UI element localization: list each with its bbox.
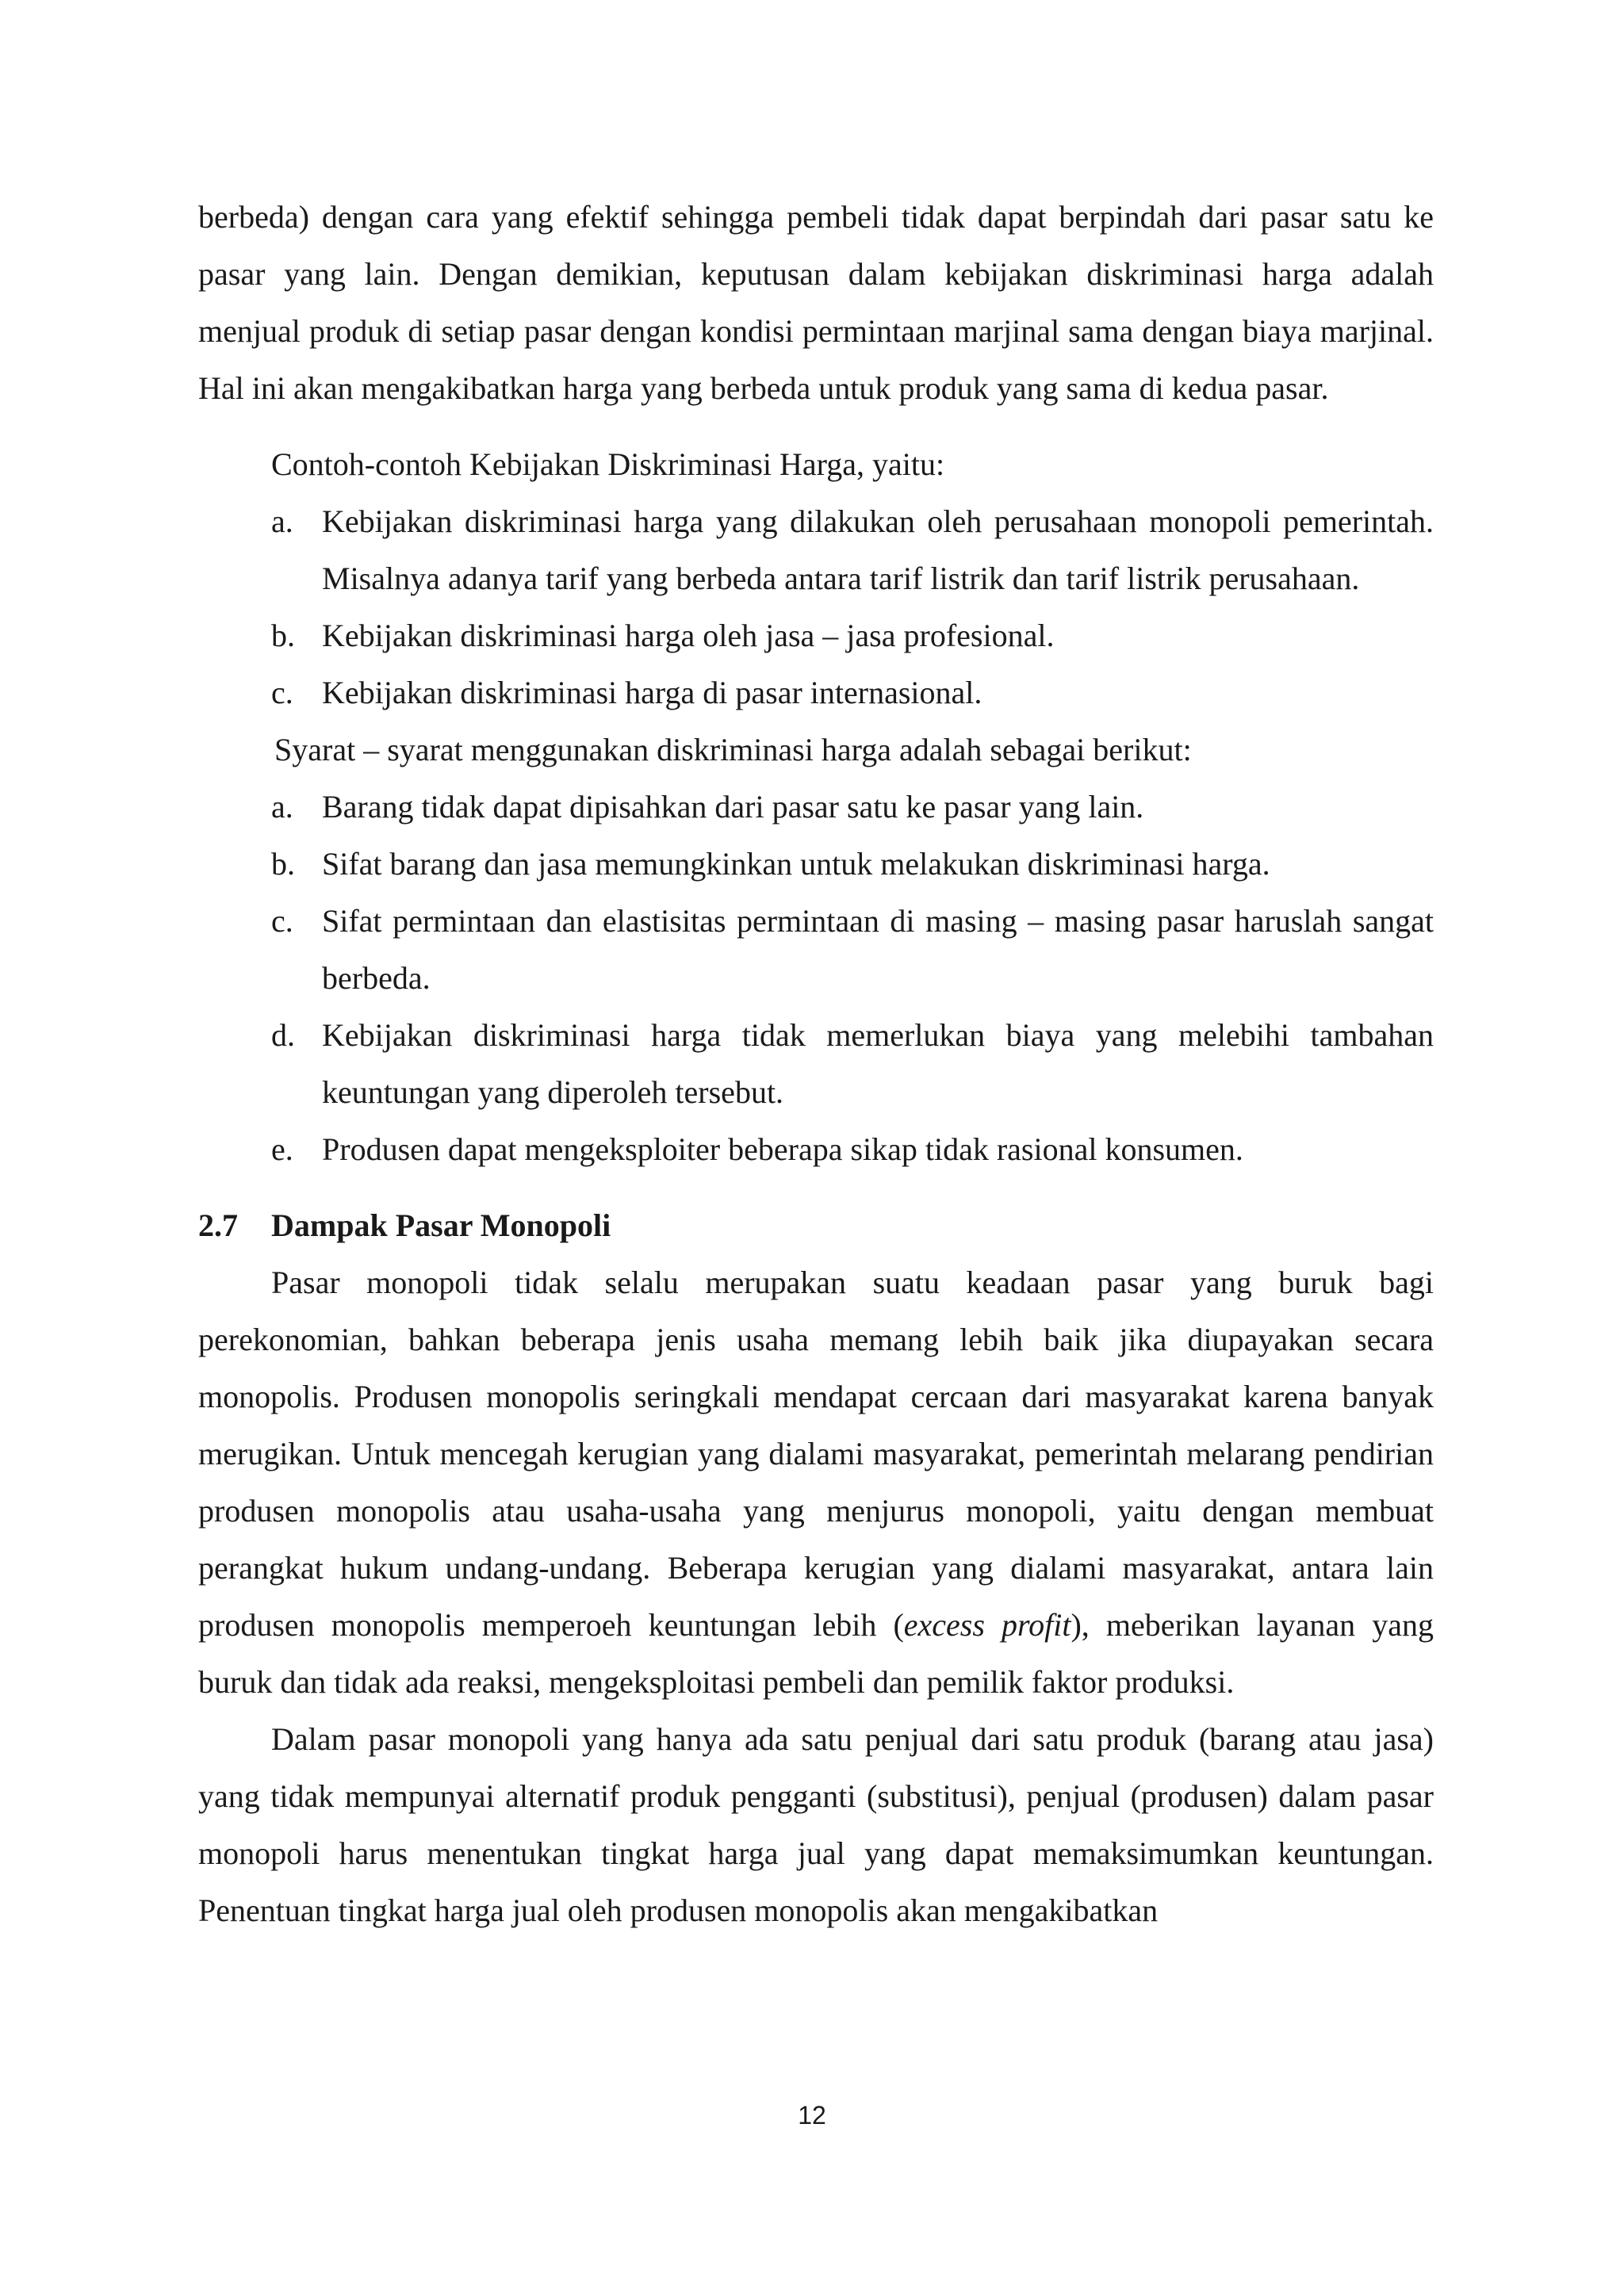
- page-body: [198, 189, 1434, 1939]
- requirements-intro: Syarat – syarat menggunakan diskriminasi harga adalah sebagai berikut:: [274, 732, 1192, 767]
- list-item: [198, 1007, 1434, 1121]
- requirements-list: [198, 779, 1434, 1178]
- paragraph-top: berbeda) dengan cara yang efektif sehingga pembeli tidak dapat berpindah dari pasar satu ke pasar yang lain. Dengan demikian, keputusan dalam kebijakan diskriminasi harga adalah menjual produk di setiap pasar dengan kondisi permintaan marjinal sama dengan biaya marjinal. Hal ini akan mengakibatkan harga yang berbeda untuk produk yang sama di kedua pasar.: [198, 199, 1434, 406]
- list-marker: b.: [271, 846, 295, 882]
- list-marker: d.: [271, 1017, 295, 1053]
- examples-intro: Contoh-contoh Kebijakan Diskriminasi Harga, yaitu:: [271, 446, 945, 482]
- section-paragraph-2: Dalam pasar monopoli yang hanya ada satu penjual dari satu produk (barang atau jasa) yang tidak mempunyai alternatif produk pengganti (substitusi), penjual (produsen) dalam pasar monopoli harus menentukan tingkat harga jual yang dapat memaksimumkan keuntungan. Penentuan tingkat harga jual oleh produsen monopolis akan mengakibatkan: [198, 1721, 1434, 1928]
- list-marker: a.: [271, 503, 293, 539]
- list-item: [198, 607, 1434, 664]
- list-item-text: Kebijakan diskriminasi harga tidak memerlukan biaya yang melebihi tambahan keuntungan yang diperoleh tersebut.: [322, 1017, 1434, 1110]
- list-item: [198, 893, 1434, 1007]
- section-paragraph-1: [198, 1254, 1434, 1711]
- list-item-text: Kebijakan diskriminasi harga oleh jasa – jasa profesional.: [322, 618, 1055, 653]
- examples-list: [198, 493, 1434, 721]
- list-item: [198, 493, 1434, 607]
- list-marker: a.: [271, 789, 293, 825]
- list-item-text: Kebijakan diskriminasi harga yang dilakukan oleh perusahaan monopoli pemerintah. Misalnya adanya tarif yang berbeda antara tarif listrik dan tarif listrik perusahaan.: [322, 503, 1434, 596]
- list-item: [198, 1121, 1434, 1178]
- list-item-text: Sifat permintaan dan elastisitas permintaan di masing – masing pasar haruslah sangat berbeda.: [322, 903, 1434, 996]
- list-item: [198, 779, 1434, 836]
- list-marker: c.: [271, 675, 293, 710]
- section-heading: [198, 1197, 1434, 1254]
- list-marker: b.: [271, 618, 295, 653]
- paragraph-text: Pasar monopoli tidak selalu merupakan suatu keadaan pasar yang buruk bagi perekonomian, bahkan beberapa jenis usaha memang lebih baik jika diupayakan secara monopolis. Produsen monopolis seringkali mendapat cercaan dari masyarakat karena banyak merugikan. Untuk mencegah kerugian yang dialami masyarakat, pemerintah melarang pendirian produsen monopolis atau usaha-usaha yang menjurus monopoli, yaitu dengan membuat perangkat hukum undang-undang. Beberapa kerugian yang dialami masyarakat, antara lain produsen monopolis memperoeh keuntungan lebih (: [198, 1265, 1434, 1643]
- list-item-text: Sifat barang dan jasa memungkinkan untuk melakukan diskriminasi harga.: [322, 846, 1270, 882]
- list-item-text: Barang tidak dapat dipisahkan dari pasar satu ke pasar yang lain.: [322, 789, 1144, 825]
- list-marker: e.: [271, 1131, 293, 1167]
- paragraph-text: ), meberikan layanan yang buruk dan tidak ada reaksi, mengeksploitasi pembeli dan pemilik faktor produksi.: [198, 1607, 1434, 1700]
- list-item: [198, 664, 1434, 721]
- list-item: [198, 836, 1434, 893]
- section-number: 2.7: [198, 1207, 238, 1243]
- page-number: 12: [798, 2101, 826, 2130]
- section-title: Dampak Pasar Monopoli: [271, 1207, 611, 1243]
- list-marker: c.: [271, 903, 293, 939]
- list-item-text: Produsen dapat mengeksploiter beberapa sikap tidak rasional konsumen.: [322, 1131, 1243, 1167]
- italic-term: excess profit: [903, 1607, 1071, 1643]
- list-item-text: Kebijakan diskriminasi harga di pasar internasional.: [322, 675, 982, 710]
